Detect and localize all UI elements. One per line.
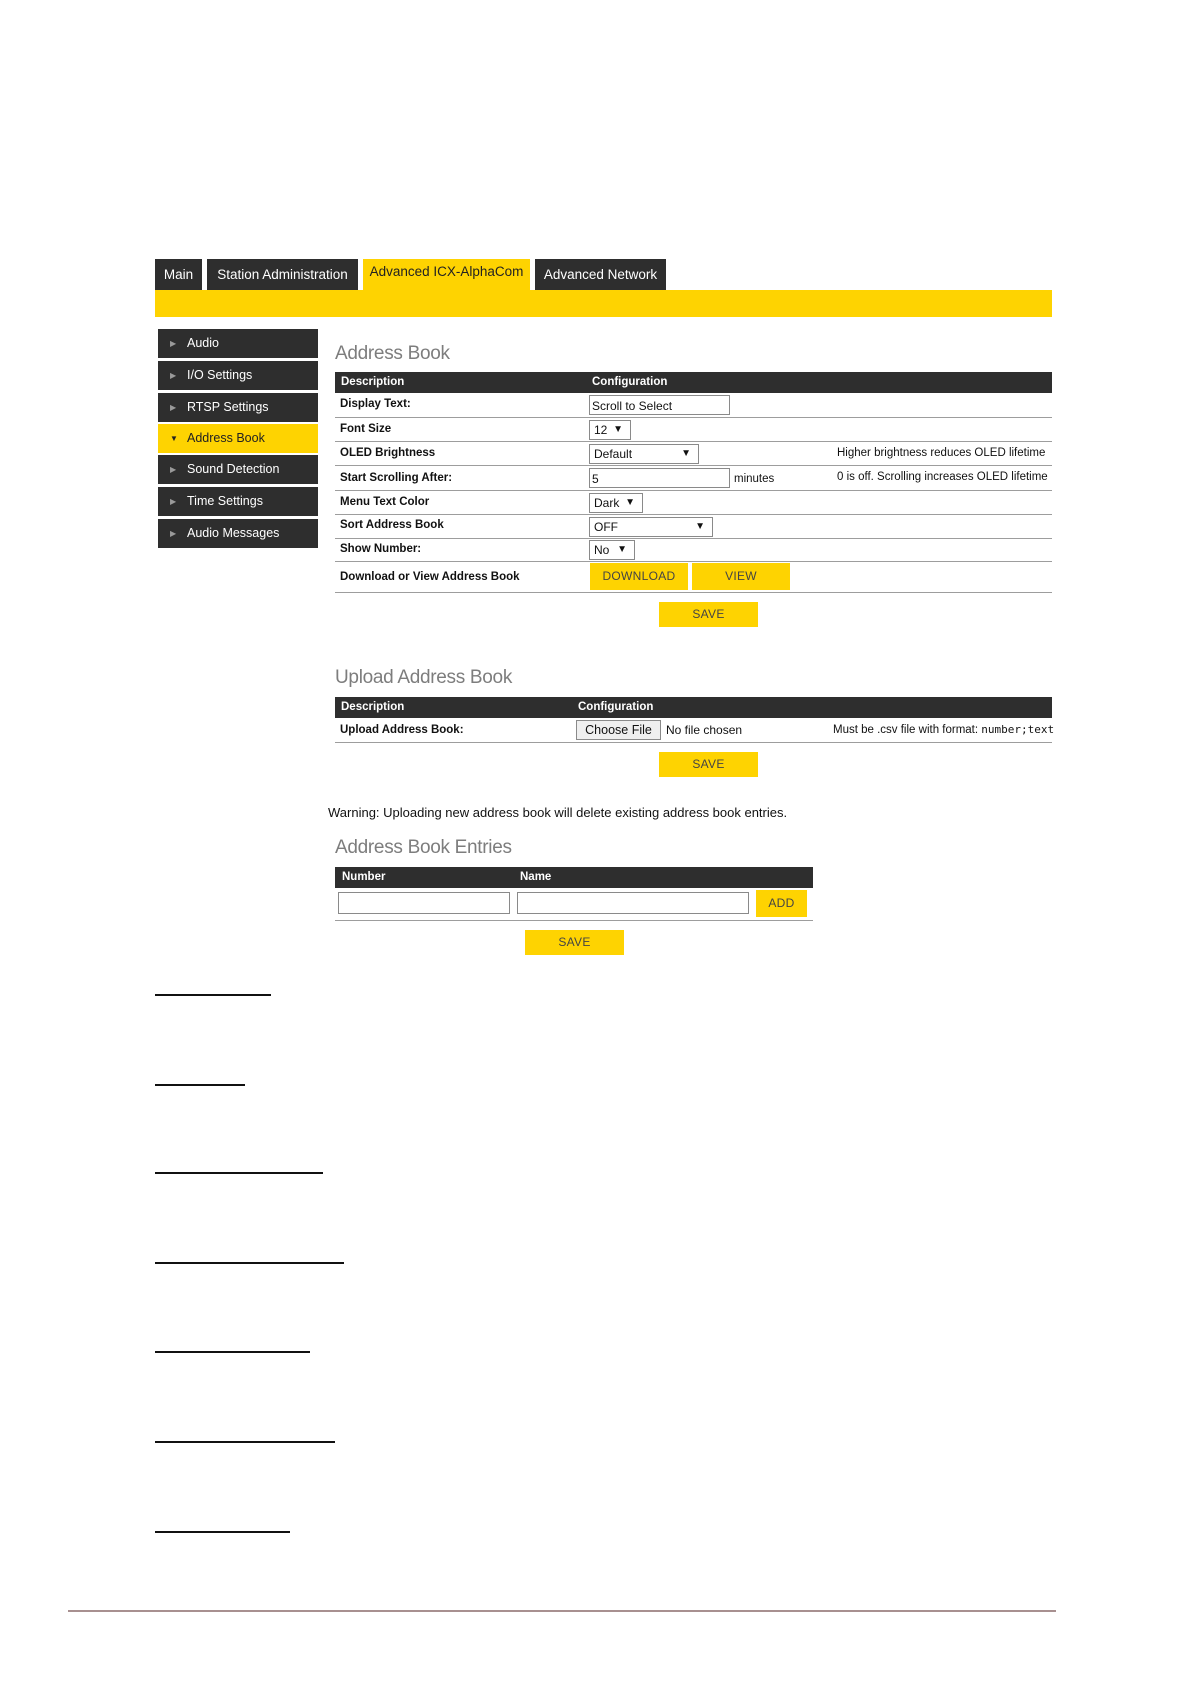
sidebar-item-rtsp-settings[interactable] [158,393,318,422]
tab-station-administration[interactable]: Station Administration [207,259,358,290]
sort-address-book-value: OFF [594,520,618,534]
column-header-number: Number [342,871,386,883]
column-header-configuration: Configuration [592,376,668,388]
heading-underline [155,1531,290,1533]
row-display-text [335,393,1052,418]
display-text-input[interactable]: Scroll to Select [589,395,730,415]
show-number-label: Show Number: [340,543,422,555]
sidebar-item-label: RTSP Settings [187,400,269,414]
column-header-name: Name [520,871,552,883]
caret-down-icon: ▼ [681,448,691,459]
display-text-label: Display Text: [340,398,411,410]
show-number-select[interactable] [589,540,635,560]
upload-save-button[interactable]: SAVE [659,752,758,777]
tab-advanced-icx-alphacom[interactable]: Advanced ICX-AlphaCom [363,259,530,290]
heading-underline [155,1172,323,1174]
sidebar-item-label: Address Book [187,431,265,445]
row-sort-address-book [335,515,1052,539]
sidebar-item-time-settings[interactable] [158,487,318,516]
upload-address-book-label: Upload Address Book: [340,724,464,736]
chevron-down-icon: ▼ [170,434,178,443]
chevron-right-icon: ▶ [170,497,177,506]
heading-underline [155,1084,245,1086]
sidebar-item-label: Audio [187,336,219,350]
entries-table-header [335,867,813,888]
sidebar-item-label: Sound Detection [187,462,280,476]
font-size-value: 12 [594,423,608,437]
sidebar-item-address-book[interactable] [158,424,318,453]
entry-name-input[interactable] [517,892,749,914]
sidebar-item-io-settings[interactable] [158,361,318,390]
caret-down-icon: ▼ [617,544,627,555]
sort-address-book-select[interactable] [589,517,713,537]
address-book-table-header [335,372,1052,393]
sub-navigation-bar [155,290,1052,317]
tab-main[interactable]: Main [155,259,202,290]
chevron-right-icon: ▶ [170,529,177,538]
font-size-select[interactable] [589,420,631,440]
chevron-right-icon: ▶ [170,403,177,412]
sidebar-item-label: Audio Messages [187,526,280,540]
column-header-description: Description [341,701,405,713]
sidebar-item-sound-detection[interactable] [158,455,318,484]
heading-underline [155,994,271,996]
heading-underline [155,1351,310,1353]
download-button[interactable]: DOWNLOAD [590,563,688,590]
chevron-right-icon: ▶ [170,465,177,474]
row-show-number [335,539,1052,562]
start-scrolling-unit: minutes [734,473,775,485]
csv-format-note-prefix: Must be .csv file with format: [833,724,979,736]
row-font-size [335,418,1052,442]
column-header-configuration: Configuration [578,701,654,713]
heading-underline [155,1262,344,1264]
entries-save-button[interactable]: SAVE [525,930,624,955]
entry-number-input[interactable] [338,892,510,914]
csv-format-example: number;text [981,723,1055,736]
address-book-title: Address Book [335,343,450,364]
chevron-right-icon: ▶ [170,371,177,380]
upload-address-book-title: Upload Address Book [335,667,513,688]
chevron-right-icon: ▶ [170,339,177,348]
start-scrolling-note: 0 is off. Scrolling increases OLED lifetime [837,471,1048,483]
row-oled-brightness [335,442,1052,466]
row-start-scrolling [335,466,1052,491]
no-file-chosen-text: No file chosen [666,723,743,737]
caret-down-icon: ▼ [695,521,705,532]
caret-down-icon: ▼ [625,497,635,508]
address-book-save-button[interactable]: SAVE [659,602,758,627]
oled-brightness-label: OLED Brightness [340,447,436,459]
menu-text-color-value: Dark [594,496,620,510]
start-scrolling-label: Start Scrolling After: [340,472,453,484]
oled-brightness-note: Higher brightness reduces OLED lifetime [837,447,1046,459]
download-view-label: Download or View Address Book [340,571,520,583]
row-new-entry [335,888,813,921]
view-button[interactable]: VIEW [692,563,790,590]
row-download-view [335,562,1052,593]
sidebar-item-label: Time Settings [187,494,263,508]
upload-warning-text: Warning: Uploading new address book will delete existing address book entries. [328,805,788,820]
tab-advanced-network[interactable]: Advanced Network [535,259,666,290]
heading-underline [155,1441,335,1443]
add-entry-button[interactable]: ADD [756,890,807,917]
oled-brightness-select[interactable] [589,444,699,464]
footer-divider [68,1610,1056,1612]
column-header-description: Description [341,376,405,388]
menu-text-color-label: Menu Text Color [340,496,430,508]
row-upload-address-book [335,718,1055,743]
show-number-value: No [594,543,610,557]
sidebar-item-audio[interactable] [158,329,318,358]
sort-address-book-label: Sort Address Book [340,519,444,531]
sidebar-item-audio-messages[interactable] [158,519,318,548]
start-scrolling-input[interactable]: 5 [589,468,730,488]
choose-file-button[interactable]: Choose File [576,720,661,740]
menu-text-color-select[interactable] [589,493,643,513]
caret-down-icon: ▼ [613,424,623,435]
upload-table-header [335,697,1052,718]
oled-brightness-value: Default [594,447,633,461]
address-book-entries-title: Address Book Entries [335,837,512,858]
row-menu-text-color [335,491,1052,515]
sidebar-item-label: I/O Settings [187,368,253,382]
font-size-label: Font Size [340,423,392,435]
csv-format-note [833,723,1054,736]
